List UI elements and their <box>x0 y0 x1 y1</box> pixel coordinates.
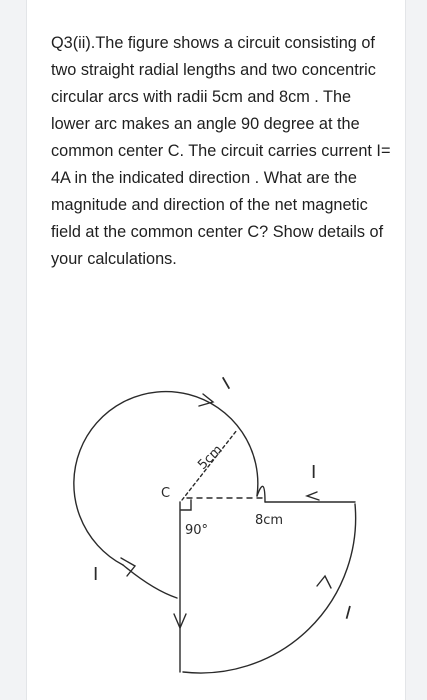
large-radius-label: 8cm <box>255 513 284 528</box>
current-label-right: I <box>311 462 317 483</box>
large-arc <box>183 504 356 673</box>
current-label-bottom-right: I <box>342 602 354 625</box>
question-card <box>26 0 406 700</box>
question-text: Q3(ii).The figure shows a circuit consisting of two straight radial lengths and two concentric circular arcs with radii 5cm and 8cm . The lower arc makes an angle 90 degree at the common center C. The circuit carries current I= 4A in the indicated direction . What are the magnitude and direction of the net magnetic field at the common center C? Show details of your calculations. <box>51 34 391 268</box>
right-angle-mark <box>181 500 191 510</box>
arrow-right <box>307 492 319 500</box>
current-label-top: I <box>219 373 235 395</box>
current-label-left: I <box>93 564 99 585</box>
center-label: C <box>161 486 171 501</box>
small-radius-label: 5cm <box>195 442 226 473</box>
arrow-lower-right <box>317 576 331 588</box>
circuit-figure <box>27 350 405 700</box>
small-arc <box>74 392 258 565</box>
angle-label: 90° <box>185 523 209 538</box>
